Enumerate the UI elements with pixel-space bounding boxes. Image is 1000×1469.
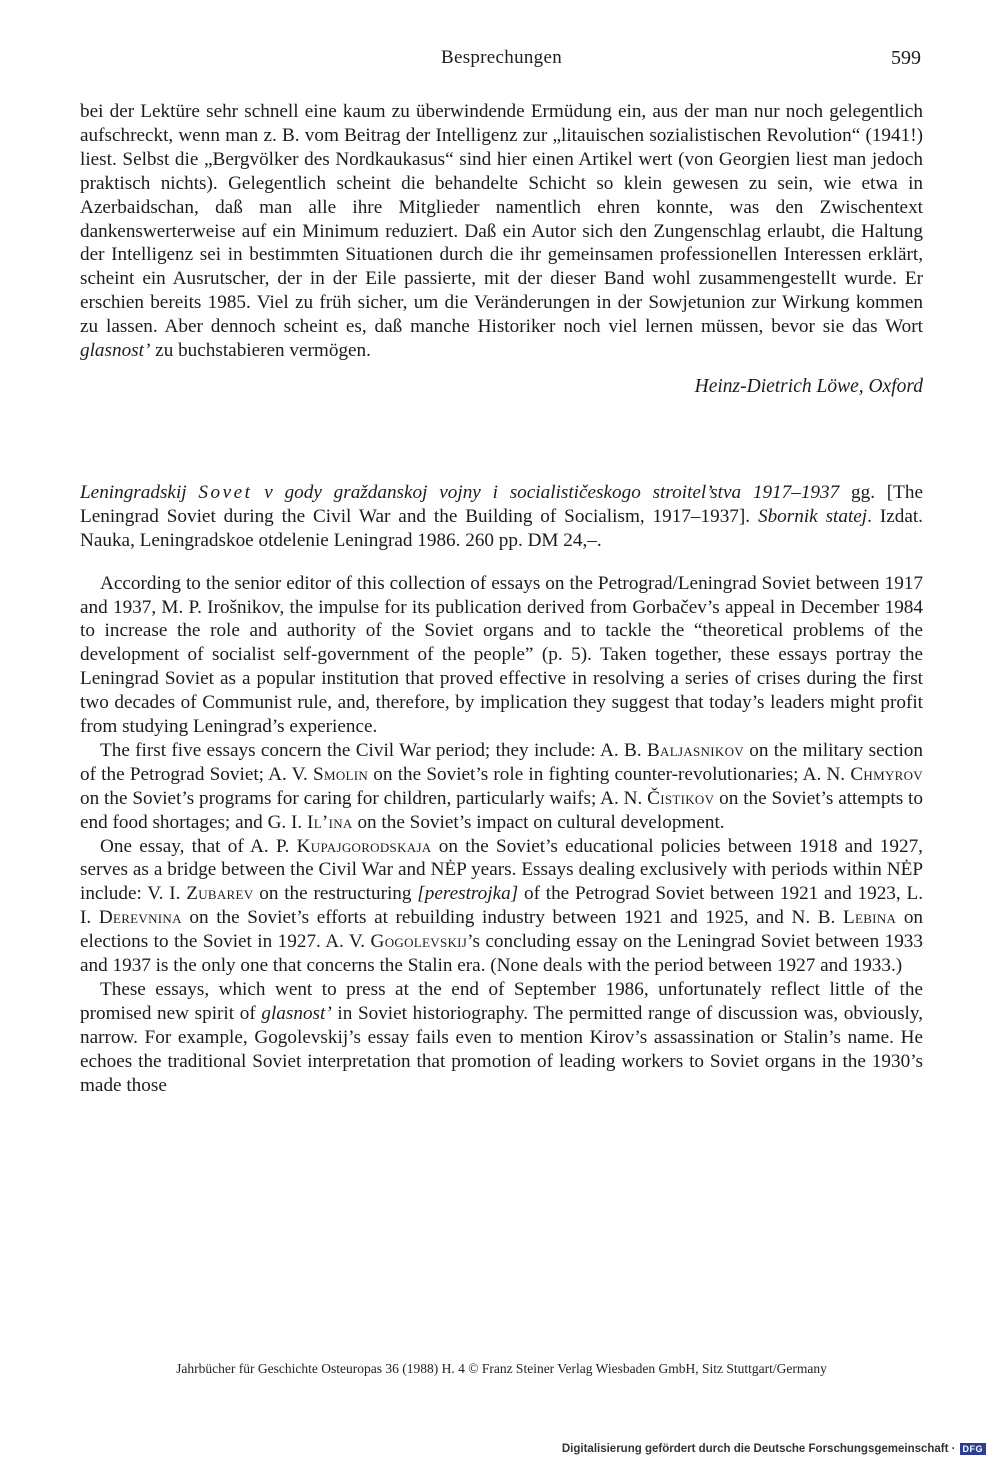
author-name: Gogolevskij (370, 931, 468, 953)
review-paragraph: One essay, that of A. P. Kupajgorodskaja on the Soviet’s educational policies between 1918 and 1927, serves as a bridge between the Civil War and NĖP years. Essays dealing exclusively with periods within NĖP include: V. I. Zubarev on the restructuring [perestrojka] of the Petrograd Soviet between 1921 and 1923, L. I. Derevnina on the Soviet’s efforts at rebuilding industry between 1921 and 1925, and N. B. Lebina on elections to the Soviet in 1927. A. V. Gogolevskij’s concluding essay on the Leningrad Soviet between 1933 and 1937 is the only one that concerns the Stalin era. (None deals with the period between 1927 and 1933.) (80, 835, 924, 977)
author-name: Čistikov (647, 787, 715, 809)
author-name: Kupajgorodskaja (296, 835, 432, 857)
page-header (80, 47, 923, 77)
review-text (80, 572, 923, 1098)
author-name: Zubarev (186, 883, 254, 905)
dfg-notice-text: Digitalisierung gefördert durch die Deutsche Forschungsgemeinschaft · (561, 1443, 956, 1455)
review-end-paragraph: bei der Lektüre sehr schnell eine kaum zu überwindende Ermüdung ein, aus der man nur noch gelegentlich aufschreckt, wenn man z. B. vom Beitrag der Intelligenz zur „litauischen sozialistischen Revolution“ (1941!) liest. Selbst die „Bergvölker des Nordkaukasus“ sind hier einen Artikel wert (von Georgien liest man jedoch praktisch nichts). Gelegentlich scheint die behandelte Schicht so klein gewesen zu sein, wie etwa in Azerbaidschan, daß man alle ihre Mitglieder namentlich ehren konnte, was den Zwischentext dankenswerterweise auf ein Minimum reduziert. Daß ein Autor sich den Zungenschlag erlaubt, die Haltung der Intelligenz sei in bestimmten Situationen durch die ihr gemeinsamen professionellen Interessen erklärt, scheint ein Ausrutscher, der in der Eile passierte, mit der dieser Band wohl zusammengestellt wurde. Er erschien bereits 1985. Viel zu früh sicher, um die Veränderungen in der Sowjetunion zur Wirkung kommen zu lassen. Aber dennoch scheint es, daß manche Historiker noch viel lernen müssen, bevor sie das Wort glasnost’ zu buchstabieren vermögen. (80, 101, 923, 362)
author-name: Lebina (842, 907, 897, 929)
author-name: Smolin (313, 763, 369, 785)
page-body (80, 100, 923, 1098)
author-name: Il’ina (307, 811, 353, 833)
reviewer-signature: Heinz-Dietrich Löwe, Oxford (694, 375, 923, 397)
review-paragraph: The first five essays concern the Civil War period; they include: A. B. Baljasnikov on the military section of the Petrograd Soviet; A. V. Smolin on the Soviet’s role in fighting counter-revolutionaries; A. N. Chmyrov on the Soviet’s programs for caring for children, particularly waifs; A. N. Čistikov on the Soviet’s attempts to end food shortages; and G. I. Il’ina on the Soviet’s impact on cultural development. (80, 739, 923, 833)
author-name: Derevnina (98, 907, 182, 929)
dfg-logo: DFG (960, 1443, 987, 1455)
dfg-notice (562, 1443, 986, 1455)
journal-footer: Jahrbücher für Geschichte Osteuropas 36 (1988) H. 4 © Franz Steiner Verlag Wiesbaden GmbH, Sitz Stuttgart/Germany (176, 1361, 827, 1376)
running-head: Besprechungen (440, 47, 563, 68)
review-paragraph: According to the senior editor of this collection of essays on the Petrograd/Leningrad Soviet between 1917 and 1937, M. P. Irošnikov, the impulse for its publication derived from Gorbačev’s appeal in December 1984 to increase the role and authority of the Soviet organs and to tackle the “theoretical problems of the development of socialist self-government of the people” (p. 5). Taken together, these essays portray the Leningrad Soviet as a popular institution that proved effective in resolving a series of crises during the first two decades of Communist rule, and, therefore, by implication they suggest that today’s leaders might profit from studying Leningrad’s experience. (80, 572, 923, 738)
book-citation: Leningradskij Sovet v gody graždanskoj vojny i socialističeskogo stroitel’stva 1917–1937 gg. [The Leningrad Soviet during the Civil War and the Building of Socialism, 1917–1937]. Sbornik statej. Izdat. Nauka, Leningradskoe otdelenie Leningrad 1986. 260 pp. DM 24,–. (80, 481, 924, 551)
page-number: 599 (891, 47, 921, 69)
review-paragraph: These essays, which went to press at the end of September 1986, unfortunately reflect little of the promised new spirit of glasnost’ in Soviet historiography. The permitted range of discussion was, obviously, narrow. For example, Gogolevskij’s essay fails even to mention Kirov’s assassination or Stalin’s name. He echoes the traditional Soviet interpretation that promotion of leading workers to Soviet organs in the 1930’s made those (80, 979, 924, 1096)
author-name: Baljasnikov (646, 739, 744, 761)
author-name: Chmyrov (850, 763, 923, 785)
